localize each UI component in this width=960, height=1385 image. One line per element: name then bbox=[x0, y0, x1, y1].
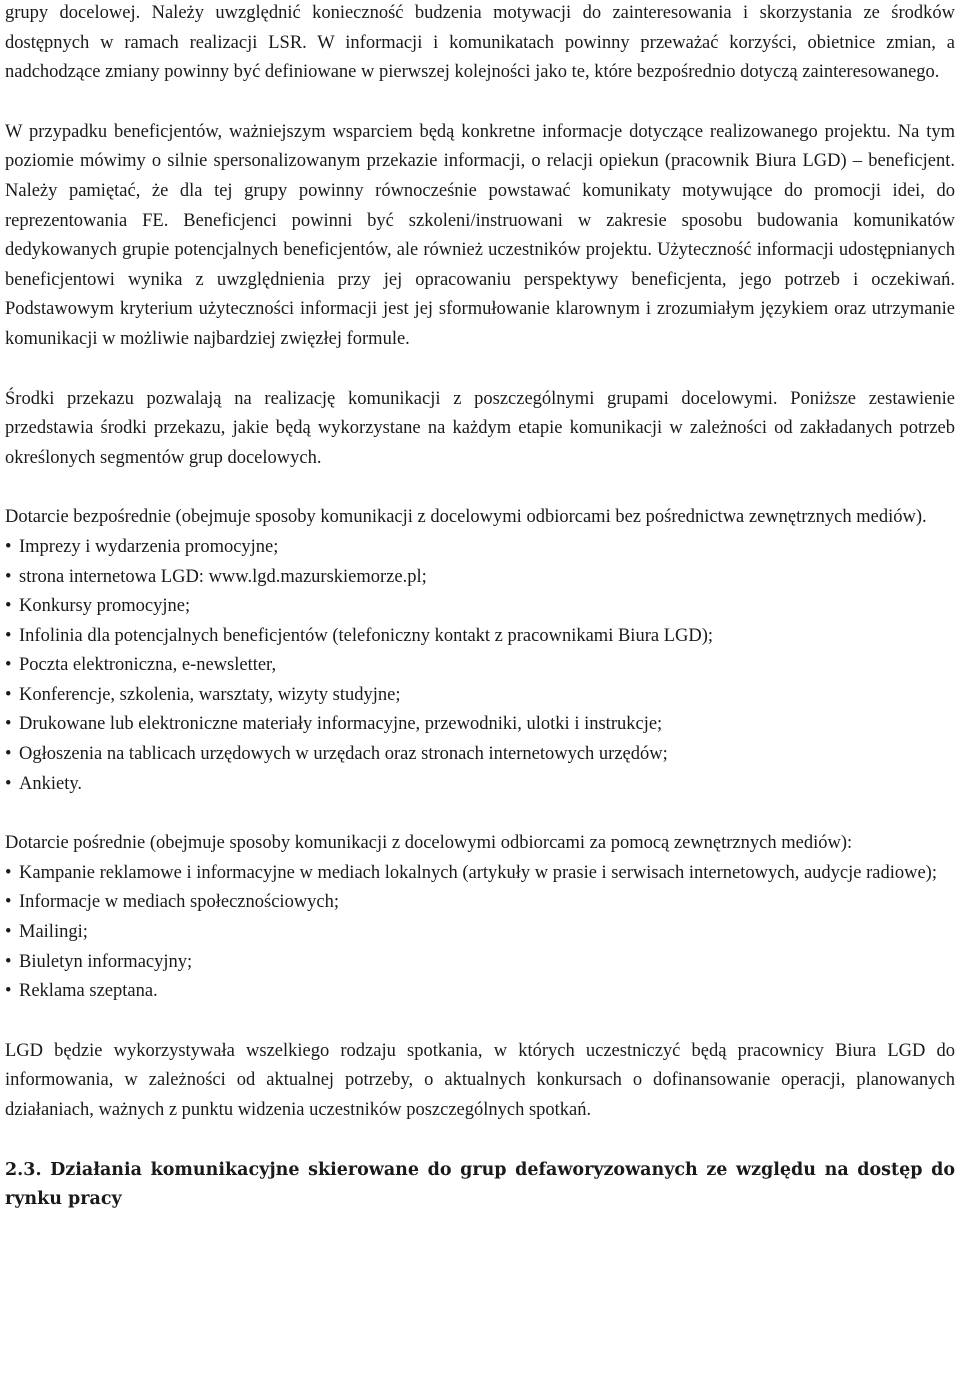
paragraph-beneficiaries-information: W przypadku beneficjentów, ważniejszym wsparciem będą konkretne informacje dotyczące realizowanego projektu. Na tym poziomie mówimy o silnie spersonalizowanym przekazie informacji, o relacji opiekun (pracownik Biura LGD) – beneficjent. Należy pamiętać, że dla tej grupy powinny równocześnie powstawać komunikaty motywujące do promocji idei, do reprezentowania FE. Beneficjenci powinni być szkoleni/instruowani w zakresie sposobu budowania komunikatów dedykowanych grupie potencjalnych beneficjentów, ale również uczestników projektu. Użyteczność informacji udostępnianych beneficjentowi wynika z uwzględnienia przy jej opracowaniu perspektywy beneficjenta, jego potrzeb i oczekiwań. Podstawowym kryterium użyteczności informacji jest jej sformułowanie klarownym i zrozumiałym językiem oraz utrzymanie komunikacji w możliwie najbardziej zwięzłej formule. bbox=[5, 121, 955, 349]
list-item: • Drukowane lub elektroniczne materiały informacyjne, przewodniki, ulotki i instrukcje; bbox=[5, 714, 663, 735]
list-item: • Imprezy i wydarzenia promocyjne; bbox=[5, 536, 279, 557]
list-item: • Mailingi; bbox=[5, 922, 88, 943]
paragraph-communication-channels: Środki przekazu pozwalają na realizację komunikacji z poszczególnymi grupami docelowymi. Poniższe zestawienie przedstawia środki przekazu, jakie będą wykorzystane na każdym etapie komunikacji w zależności od zakładanych potrzeb określonych segmentów grup docelowych. bbox=[5, 388, 955, 468]
paragraph-lgd-meetings: LGD będzie wykorzystywała wszelkiego rodzaju spotkania, w których uczestniczyć będą pracownicy Biura LGD do informowania, w zależności od aktualnej potrzeby, o aktualnych konkursach o dofinansowanie operacji, planowanych działaniach, ważnych z punktu widzenia uczestników poszczególnych spotkań. bbox=[5, 1040, 955, 1120]
direct-reach-list bbox=[5, 533, 955, 799]
list-item: • strona internetowa LGD: www.lgd.mazurskiemorze.pl; bbox=[5, 566, 427, 587]
list-item: • Konkursy promocyjne; bbox=[5, 596, 191, 617]
section-heading: 2.3. Działania komunikacyjne skierowane do grup defaworyzowanych ze względu na dostęp do rynku pracy bbox=[5, 1159, 955, 1210]
paragraph-indirect-reach: Dotarcie pośrednie (obejmuje sposoby komunikacji z docelowymi odbiorcami za pomocą zewnętrznych mediów): bbox=[5, 833, 853, 854]
list-item: • Infolinia dla potencjalnych beneficjentów (telefoniczny kontakt z pracownikami Biura LGD); bbox=[5, 625, 714, 646]
indirect-reach-list bbox=[5, 859, 955, 1007]
list-item: • Ogłoszenia na tablicach urzędowych w urzędach oraz stronach internetowych urzędów; bbox=[5, 744, 668, 765]
list-item: • Informacje w mediach społecznościowych; bbox=[5, 892, 340, 913]
paragraph-direct-reach: Dotarcie bezpośrednie (obejmuje sposoby komunikacji z docelowymi odbiorcami bez pośrednictwa zewnętrznych mediów). bbox=[5, 507, 927, 528]
list-item: • Kampanie reklamowe i informacyjne w mediach lokalnych (artykuły w prasie i serwisach internetowych, audycje radiowe); bbox=[5, 862, 937, 883]
list-item: • Ankiety. bbox=[5, 773, 83, 794]
list-item: • Biuletyn informacyjny; bbox=[5, 951, 193, 972]
list-item: • Konferencje, szkolenia, warsztaty, wizyty studyjne; bbox=[5, 684, 401, 705]
paragraph-target-group-motivation: grupy docelowej. Należy uwzględnić konieczność budzenia motywacji do zainteresowania i skorzystania ze środków dostępnych w ramach realizacji LSR. W informacji i komunikatach powinny przeważać korzyści, obietnice zmian, a nadchodzące zmiany powinny być definiowane w pierwszej kolejności jako te, które bezpośrednio dotyczą zainteresowanego. bbox=[5, 3, 955, 83]
list-item: • Poczta elektroniczna, e-newsletter, bbox=[5, 655, 277, 676]
list-item: • Reklama szeptana. bbox=[5, 981, 158, 1002]
